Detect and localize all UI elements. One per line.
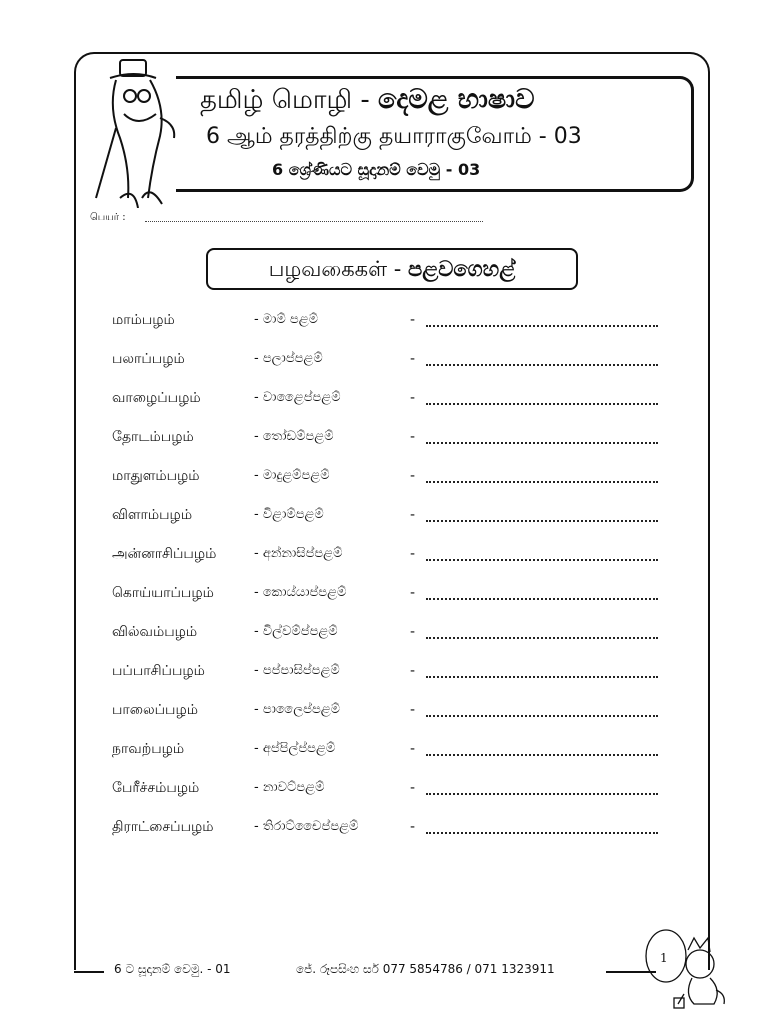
row-dash: - [410,663,416,679]
fruit-sinhala: - පලාප්පළම් [254,351,323,366]
fruit-row [0,468,768,507]
answer-blank[interactable] [426,558,658,561]
header-title [200,82,670,118]
section-title-tamil: பழவகைகள் [268,257,388,281]
answer-blank[interactable] [426,597,658,600]
page-number: 1 [660,951,668,965]
row-dash: - [410,351,416,367]
section-title [206,248,578,290]
name-input-line[interactable] [145,220,483,222]
fruit-list [0,312,768,858]
fruit-row [0,780,768,819]
fish-mascot-illustration [90,58,190,208]
answer-blank[interactable] [426,831,658,834]
answer-blank[interactable] [426,480,658,483]
cat-egg-illustration [644,920,728,1010]
row-dash: - [410,468,416,484]
fruit-row [0,546,768,585]
row-dash: - [410,585,416,601]
fruit-tamil: நாவற்பழம் [112,741,185,757]
fruit-row [0,429,768,468]
fruit-row [0,351,768,390]
fruit-tamil: பலாப்பழம் [112,351,185,367]
fruit-sinhala: - මාදුළම්පළම් [254,468,330,483]
fruit-row [0,585,768,624]
fruit-sinhala: - තිරාට්චෛප්පළම් [254,819,359,834]
fruit-row [0,507,768,546]
fruit-sinhala: - විළාම්පළම් [254,507,324,522]
row-dash: - [410,507,416,523]
fruit-tamil: மாதுளம்பழம் [112,468,200,484]
row-dash: - [410,390,416,406]
fruit-row [0,624,768,663]
footer-left-text: 6 ට සූදානම් වෙමු. - 01 [114,962,231,976]
fruit-tamil: அன்னாசிப்பழம் [112,546,217,562]
fruit-tamil: கொய்யாப்பழம் [112,585,214,601]
row-dash: - [410,741,416,757]
fruit-tamil: பேரீச்சம்பழம் [112,780,200,796]
fruit-tamil: திராட்சைப்பழம் [112,819,214,835]
footer-rule-left [74,971,104,973]
section-title-sinhala: පළවගෙහළ් [408,257,516,281]
answer-blank[interactable] [426,324,658,327]
answer-blank[interactable] [426,402,658,405]
fruit-tamil: தோடம்பழம் [112,429,194,445]
answer-blank[interactable] [426,714,658,717]
footer [74,962,634,982]
answer-blank[interactable] [426,519,658,522]
row-dash: - [410,702,416,718]
answer-blank[interactable] [426,675,658,678]
subtitle-tamil: 6 ஆம் தரத்திற்கு தயாராகுவோம் - 03 [206,124,582,149]
answer-blank[interactable] [426,792,658,795]
fruit-tamil: பாலைப்பழம் [112,702,198,718]
fruit-tamil: விளாம்பழம் [112,507,193,523]
fruit-sinhala: - කොය්යාප්පළම් [254,585,347,600]
title-sinhala: දෙමළ භාෂාව [377,84,535,115]
fruit-sinhala: - විල්වම්ප්පළම් [254,624,338,639]
fruit-tamil: மாம்பழம் [112,312,175,328]
fruit-sinhala: - නාවට්පළම් [254,780,325,795]
fruit-row [0,663,768,702]
title-separator: - [360,85,370,115]
answer-blank[interactable] [426,441,658,444]
name-label: பெயர் : [90,212,126,223]
fruit-sinhala: - තෝඩම්පළම් [254,429,334,444]
fruit-tamil: பப்பாசிப்பழம் [112,663,205,679]
row-dash: - [410,312,416,328]
row-dash: - [410,429,416,445]
fruit-row [0,312,768,351]
fruit-row [0,741,768,780]
page-number-badge [644,920,728,1010]
row-dash: - [410,819,416,835]
section-title-separator: - [393,257,402,281]
subtitle-sinhala: 6 ශ්‍රේණියට සූදානම් වෙමු - 03 [272,160,481,179]
fruit-row [0,390,768,429]
fruit-sinhala: - මාම් පළම් [254,312,318,327]
answer-blank[interactable] [426,363,658,366]
title-tamil: தமிழ் மொழி [200,85,353,115]
row-dash: - [410,780,416,796]
fruit-tamil: வாழைப்பழம் [112,390,201,406]
fruit-tamil: வில்வம்பழம் [112,624,198,640]
row-dash: - [410,624,416,640]
answer-blank[interactable] [426,636,658,639]
fruit-row [0,819,768,858]
fruit-sinhala: - අප්පිල්ප්පළම් [254,741,336,756]
fruit-row [0,702,768,741]
fruit-sinhala: - පප්පාසිප්පළම් [254,663,340,678]
fruit-sinhala: - වාළෛප්පළම් [254,390,341,405]
answer-blank[interactable] [426,753,658,756]
fruit-sinhala: - පාලෛප්පළම් [254,702,341,717]
footer-right-text: ජේ. රූපසිංහ සර් 077 5854786 / 071 1323911 [296,962,555,976]
fruit-sinhala: - අන්නාසිප්පළම් [254,546,343,561]
row-dash: - [410,546,416,562]
